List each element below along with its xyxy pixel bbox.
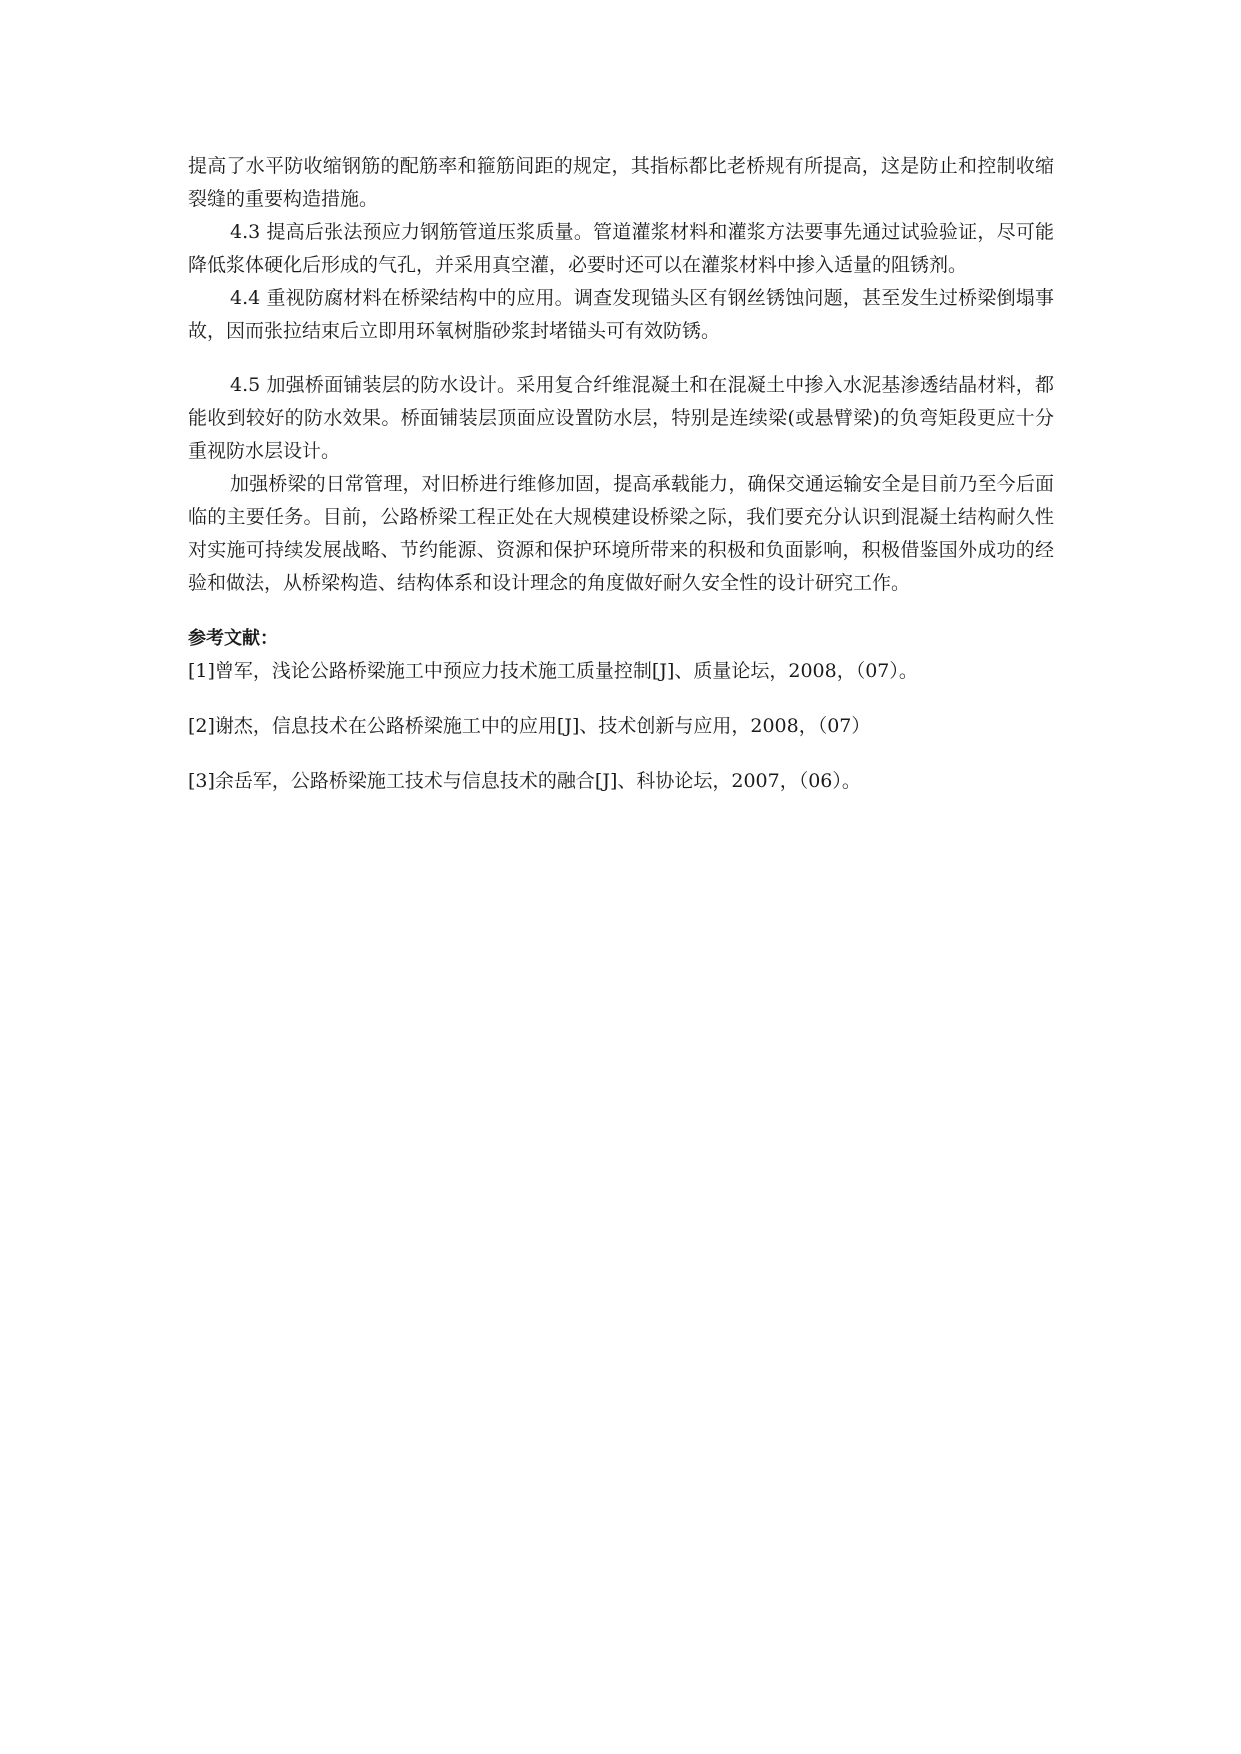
reference-gap	[188, 743, 1054, 765]
reference-item-1: [1]曾军，浅论公路桥梁施工中预应力技术施工质量控制[J]、质量论坛，2008，（07）。	[188, 660, 918, 682]
reference-item-3: [3]余岳军，公路桥梁施工技术与信息技术的融合[J]、科协论坛，2007，（06）。	[188, 770, 861, 792]
reference-item-2: [2]谢杰，信息技术在公路桥梁施工中的应用[J]、技术创新与应用，2008，（07）	[188, 715, 871, 737]
paragraph-conclusion: 加强桥梁的日常管理，对旧桥进行维修加固，提高承载能力，确保交通运输安全是目前乃至今后面临的主要任务。目前，公路桥梁工程正处在大规模建设桥梁之际，我们要充分认识到混凝土结构耐久性对实施可持续发展战略、节约能源、资源和保护环境所带来的积极和负面影响，积极借鉴国外成功的经验和做法，从桥梁构造、结构体系和设计理念的角度做好耐久安全性的设计研究工作。	[188, 473, 1054, 594]
paragraph-continuation: 提高了水平防收缩钢筋的配筋率和箍筋间距的规定，其指标都比老桥规有所提高，这是防止和控制收缩裂缝的重要构造措施。	[188, 155, 1054, 210]
references-heading: 参考文献：	[188, 628, 278, 649]
paragraph-gap	[188, 348, 1054, 369]
paragraph-4-3: 4.3 提高后张法预应力钢筋管道压浆质量。管道灌浆材料和灌浆方法要事先通过试验验证，尽可能降低浆体硬化后形成的气孔，并采用真空灌，必要时还可以在灌浆材料中掺入适量的阻锈剂。	[188, 221, 1054, 276]
paragraph-4-4: 4.4 重视防腐材料在桥梁结构中的应用。调查发现锚头区有钢丝锈蚀问题，甚至发生过桥梁倒塌事故，因而张拉结束后立即用环氧树脂砂浆封堵锚头可有效防锈。	[188, 287, 1054, 342]
document-body	[188, 150, 1054, 798]
paragraph-4-5: 4.5 加强桥面铺装层的防水设计。采用复合纤维混凝土和在混凝土中掺入水泥基渗透结晶材料，都能收到较好的防水效果。桥面铺装层顶面应设置防水层，特别是连续梁(或悬臂梁)的负弯矩段更应十分重视防水层设计。	[188, 374, 1054, 462]
reference-gap	[188, 688, 1054, 710]
